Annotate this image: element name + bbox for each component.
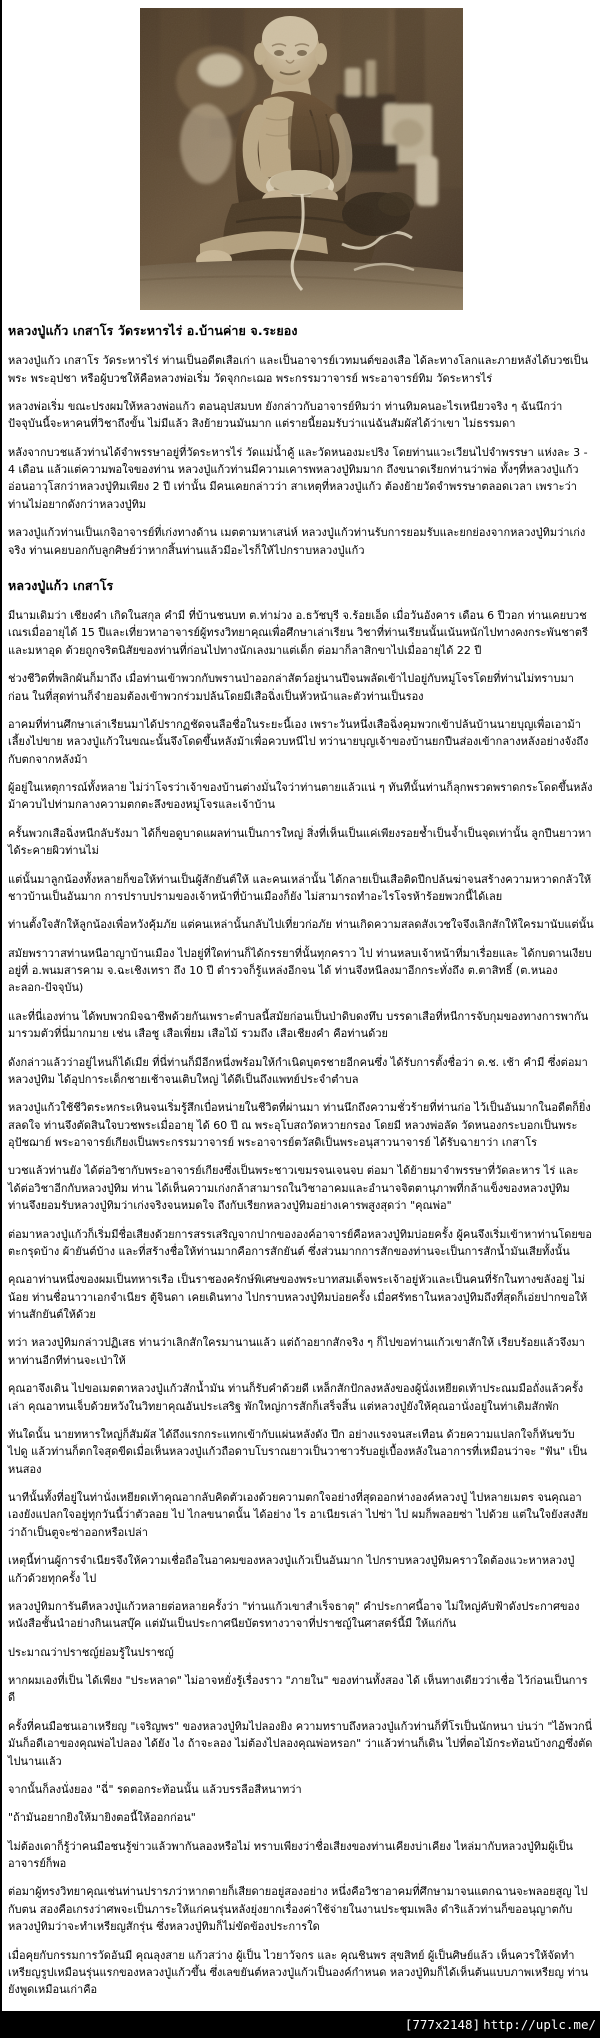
- body-paragraph-10: ดังกล่าวแล้วว่าอยู่ไหนก็ได้เมีย ที่นี่ท่านก็มีอีกหนึ่งพร้อมให้กำเนิดบุตรชายอีกคนซึ่ง ได้รับการตั้งชื่อว่า ด.ช. เช้า คำมี ซึ่งต่อมาหลวงปู่ทิม ได้อุปการะเด็กชายเช้าจนเติบใหญ่ ได้ดีเป็นถึงแพทย์ประจำตำบล: [8, 1055, 588, 1086]
- body-paragraph-20: หลวงปู่ทิมการันตีหลวงปู่แก้วหลายต่อหลายครั้งว่า "ท่านแก้วเขาสำเร็จธาตุ" คำประกาศนี้อาจ ไม่ใหญ่คับฟ้าดังประกาศของหนังสือชั้นนำอย่างกินเนสบุ๊ค แต่มันเป็นประกาศนียบัตรทางวาจาที่ปราชญ์ในศาสตร์นี้มี ให้แก่กัน: [8, 1599, 580, 1631]
- body-paragraph-27: ต่อมาผู้ทรงวิทยาคุณเช่นท่านปรารภว่าหากตายก็เสียดายอยู่สองอย่าง หนึ่งคือวิชาอาคมที่ศึกษามาจนแตกฉานจะพลอยสูญ ไปกับตน สองคือเกรงว่าศพจะเป็นภาระให้แก่คนรุ่นหลังยุ่งยากเรื่องค่าใช้จ่ายในงานประชุมเพลิง ดำริแล้วท่านก็ขออนุญาตกับหลวงปู่ทิมว่าจะทำเหรียญสักรุ่น ซึ่งหลวงปู่ทิมก็ไม่ขัดข้องประการใด: [8, 1885, 588, 1934]
- section-heading: หลวงปู่แก้ว เกสาโร: [8, 577, 114, 593]
- intro-paragraph-4: หลวงปู่แก้วท่านเป็นเกจิอาจารย์ที่เก่งทางด้าน เมตตามหาเสน่ห์ หลวงปู่แก้วท่านรับการยอมรับและยกย่องจากหลวงปู่ทิมว่าเก่งจริง ท่านเคยบอกกับลูกศิษย์ว่าหากสิ้นท่านแล้วมีอะไรก็ให้ไปกราบหลวงปู่แก้ว: [8, 526, 586, 557]
- body-paragraph-15: ทว่า หลวงปู่ทิมกล่าวปฏิเสธ ท่านว่าเลิกสักใครมานานแล้ว แต่ถ้าอยากสักจริง ๆ ก็ไปขอท่านแก้วเขาสักให้ เรียบร้อยแล้วจึงมาหาท่านอีกทีท่านจะเป่าให้: [8, 1336, 585, 1367]
- body-paragraph-4: ผู้อยู่ในเหตุการณ์ทั้งหลาย ไม่ว่าโจรว่าเจ้าของบ้านต่างมั่นใจว่าท่านตายแล้วแน่ ๆ ทันทีนั้นท่านก็ลุกพรวดพราดกระโดดขึ้นหลังม้าควบไปท่ามกลางความตกตะลึงของหมู่โจรและเจ้าบ้าน: [8, 781, 593, 812]
- body-paragraph-23: ครั้งที่คนมือชนเอาเหรียญ "เจริญพร" ของหลวงปู่ทิมไปลองยิง ความทราบถึงหลวงปู่แก้วท่านก็ที่โรเป็นนักหนา บ่นว่า "ไอ้พวกนี่มันก็อดีเอาของคุณพ่อไปลอง ได้ยัง ไง ถ้าจะลอง ไม่ต้องไปลองคุณพ่อหรอก" ว่าแล้วท่านก็เดิน ไปที่ตอไม้กระท้อนบ้างกฏซึ่งตัด ไปนานแล้ว: [8, 1719, 593, 1768]
- body-paragraph-17: ทันใดนั้น นายทหารใหญ่ก็สัมผัส ได้ถึงแรกกระแทกเข้ากับแผ่นหลังดัง ปึก อย่างแรงจนสะเทือน ด้วยความแปลกใจก็หันขวับ ไปดู แล้วท่านก็ตกใจสุดขีดเมื่อเห็นหลวงปู่แก้วถือดาบโบราณยาวเป็นวาชาวรับอยู่เบื้องหลังในอาการที่เหมือนว่าจะ "ฟัน" เป็นหนสอง: [8, 1427, 587, 1476]
- body-paragraph-8: สมัยพราวาสท่านหนีอาญาบ้านเมือง ไปอยู่ที่ใดท่านก็ได้กรรยาที่นั้นทุกคราว ไป ท่านหลบเจ้าหน้าที่มาเรื่อยและ ได้กบดานเงียบอยู่ที่ อ.พนมสารคาม จ.ฉะเชิงเทรา ถึง 10 ปี ตำรวจก็รู้แหล่งอีกจน ได้ ท่านจึงหนีลงมาอีกกระทั่งถึง ต.ตาสิทธิ์ (ต.หนองละลอก-ปัจจุบัน): [8, 946, 592, 995]
- body-paragraph-25: "ถ้ามันอยากยิงให้มายิงตอนี้ให้ออกก่อน": [8, 1811, 196, 1825]
- body-paragraph-6: แต่นั้นมาลูกน้องทั้งหลายก็ขอให้ท่านเป็นผู้สักยันต์ให้ และคนเหล่านั้น ได้กลายเป็นเสือติดปีกปล้นฆ่าจนสร้างความหวาดกลัวให้ชาวบ้านเป็นอันมาก การปราบปรามของเจ้าหน้าที่บ้านเมืองก็ยัง ไม่สามารถทำอะไรโจรห้าร้อยพวกนี้ได้เลย: [8, 872, 592, 903]
- article-content: [2, 322, 600, 2027]
- body-paragraph-11: หลวงปู่แก้วใช้ชีวิตระหกระเหินจนเริ่มรู้สึกเบื่อหน่ายในชีวิตที่ผ่านมา ท่านนึกถึงความชั่วร้ายที่ท่านก่อ ไว้เป็นอันมากในอดีตก็ยิ่งสลดใจ ท่านจึงตัดสินใจบวชพระเมื่ออายุ ได้ 60 ปี ณ พระอุโบสถวัดหวายกรอง โดยมี หลวงพ่อลัด วัดหนองกระบอกเป็นพระอุปัชฌาย์ พระอาจารย์เกียงเป็นพระกรรมวาจารย์ พระอาจารย์ตวัสดิเป็นพระอนุสาวนาจารย์ ได้รับฉายาว่า เกสาโร: [8, 1101, 591, 1149]
- body-paragraph-18: นาทีนั้นทั้งที่อยู่ในท่านั่งเหยียดเท้าคุณอากลับคิดตัวเองด้วยความตกใจอย่างที่สุดออกห่างองค์หลวงปู่ ไปหลายเมตร จนคุณอาเองยังแปลกใจอยู่ทุกวันนี้ว่าตัวลอย ไป ไกลขนาดนั้น ได้อย่าง ไร อาเนียรเล่า ไปซ่า ไป ผมก็พลอยซ่า ไปด้วย แต่ในใจยังสงสัยว่าถ้าเป็นตูจะซ่าออกหรือเปล่า: [8, 1491, 589, 1539]
- body-paragraph-2: ช่วงชีวิตที่พลิกผันก็มาถึง เมื่อท่านเข้าพวกกับพรานป่าออกล่าสัตว์อยู่นานปีจนพลัดเข้าไปอยู่กับหมู่โจรโดยที่ท่านไม่ทราบมาก่อน ในที่สุดท่านก็จำยอมต้องเข้าพวกร่วมปล้นโดยมีเสือฉิ่งเป็นหัวหน้าและตัวท่านเป็นรอง: [8, 672, 574, 703]
- monk-portrait-photograph: [140, 8, 463, 310]
- intro-paragraph-3: หลังจากบวชแล้วท่านได้จำพรรษาอยู่ที่วัดระหารไร่ วัดแม่น้ำคู้ และวัดหนองมะปริง โดยท่านแวะเวียนไปจำพรรษา แห่งละ 3 - 4 เดือน แล้วแต่ความพอใจของท่าน หลวงปู่แก้วท่านมีความเคารพหลวงปู่ทิมมาก ถึงขนาดเรียกท่านว่าพ่อ ทั้งๆที่หลวงปู่แก้ว อ่อนอาวุโสกว่าหลวงปู่ทิมเพียง 2 ปี เท่านั้น มีคนเคยกล่าวว่า สาเหตุที่หลวงปู่แก้ว ต้องย้ายวัดจำพรรษาตลอดเวลา เพราะว่า ท่านไม่อยากดังกว่าหลวงปู่ทิม: [8, 445, 588, 511]
- body-paragraph-28: เมื่อคุยกับกรรมการวัดอันมี คุณลุงสาย แก้วสว่าง ผู้เป็น ไวยาวัจกร และ คุณชินพร สุขสิทย์ ผู้เป็นศิษย์แล้ว เห็นควรให้จัดทำเหรียญรูปเหมือนรุ่นแรกของหลวงปู่แก้วขึ้น ซึ่งเลขยันต์หลวงปู่แก้วเป็นองค์กำหนด หลวงปู่ทิมก็ได้เห็นต้นแบบภาพเหรียญ ท่านยังพูดเหมือนเก่าคือ: [8, 1948, 589, 1997]
- source-url-label[interactable]: http://uplc.me/: [483, 2017, 596, 2032]
- body-paragraph-16: คุณอาจึงเดิน ไปขอเมตตาหลวงปู่แก้วสักน้ำมัน ท่านก็รับคำด้วยดี เหล็กสักปักลงหลังของผู้นั่งเหยียดเท้าประณมมือถั่งแล้วครั้งเล่า คุณอาทนเจ็บด้วยหวังในวิทยาคุณอันประเสริฐ พักใหญ่การสักก็เสร็จสิ้น แต่หลวงปู่ยังให้คุณอานั่งอยู่ในท่าเดิมสักพัก: [8, 1382, 584, 1413]
- body-paragraph-26: ไม่ต้องเดาก็รู้ว่าคนมือชนรู้ข่าวแล้วพากันลองหรือไม่ ทราบเพียงว่าชื่อเสียงของท่านเคียงบ่าเคียง ไหล่มากับหลวงปู่ทิมผู้เป็นอาจารย์ก็พอ: [8, 1839, 573, 1870]
- body-paragraph-19: เหตุนี้ท่านผู้การจำเนียรจึงให้ความเชื่อถือในอาคมของหลวงปู่แก้วเป็นอันมาก ไปกราบหลวงปู่ทิมคราวใดต้องแวะหาหลวงปู่แก้วด้วยทุกครั้ง ไป: [8, 1554, 575, 1585]
- body-paragraph-7: ท่านตั้งใจสักให้ลูกน้องเพื่อหวังคุ้มภัย แต่คนเหล่านั้นกลับไปเที่ยวก่อภัย ท่านเกิดความสลดสังเวชใจจึงเลิกสักให้ใครมานับแต่นั้น: [8, 918, 594, 932]
- body-paragraph-1: มีนามเดิมว่า เชียงคำ เกิดในสกุล คำมี ที่บ้านชนบท ต.ท่าม่วง อ.ธวัชบุรี จ.ร้อยเอ็ด เมื่อวันอังคาร เดือน 6 ปีวอก ท่านเคยบวชเณรเมื่ออายุได้ 15 ปีและเที่ยวหาอาจารย์ผู้ทรงวิทยาคุณเพื่อศึกษาเล่าเรียน วิชาที่ท่านเรียนนั้นเน้นหนักไปทางคงกระพันชาตรีและมหาอุด ด้วยถูกจริตนิสัยของท่านที่ก่อนไปทางนักเลงมาแต่เด็ก ต่อมาก็ลาสิกขาไปเมื่ออายุได้ 22 ปี: [8, 609, 588, 657]
- footer-watermark-bar: [2, 2011, 600, 2038]
- body-paragraph-9: และที่นี่เองท่าน ได้พบพวกมิจฉาชีพด้วยกันเพราะตำบลนี้สมัยก่อนเป็นป่าดิบดงทึบ บรรดาเสือที่หนีการจับกุมของทางการพากันมารวมตัวที่นี่มากมาย เช่น เสือชู เสือเพี่ยม เสือไม้ รวมถึง เสือเชียงคำ คือท่านด้วย: [8, 1009, 589, 1041]
- body-paragraph-3: อาคมที่ท่านศึกษาเล่าเรียนมาได้ปรากฏชัดจนลือชื่อในระยะนี้เอง เพราะวันหนึ่งเสือฉิ่งคุมพวกเข้าปล้นบ้านนายบุญเพื่อเอาม้าเลี้ยงไปขาย หลวงปู่แก้วในขณะนั้นจึงโดดขึ้นหลังม้าเพื่อควบหนีไป ทว่านายบุญเจ้าของบ้านยกปืนส่องเข้ากลางหลังอย่างจังถึงกับตกจากหลังม้า: [8, 717, 589, 766]
- body-paragraph-5: ครั้นพวกเสือฉิ่งหนีกลับรังมา ได้ก็ขอดูบาดแผลท่านเป็นการใหญ่ สิ่งที่เห็นเป็นแค่เพียงรอยช้ำเป็นจ้ำเป็นจุดเท่านั้น ลูกปืนยาวหาได้ระคายผิวท่านไม่: [8, 826, 592, 858]
- photo-container: [2, 0, 600, 320]
- body-paragraph-14: คุณอาท่านหนึ่งของผมเป็นทหารเรือ เป็นราชองครักษ์พิเศษของพระบาทสมเด็จพระเจ้าอยู่หัวและเป็นคนที่รักในทางขลังอยู่ ไม่น้อย ท่านชื่อนาวาเอกจำเนียร ตู้จินดา เคยเดินทาง ไปกราบหลวงปู่ทิมบ่อยครั้ง เมื่อศรัทธาในหลวงปู่ทิมถึงที่สุดก็เอ่ยปากขอให้ท่านสักยันต์ให้ด้วย: [8, 1273, 588, 1321]
- image-dimensions-label: [777x2148]: [404, 2017, 481, 2032]
- body-paragraph-13: ต่อมาหลวงปู่แก้วก็เริ่มมีชื่อเสียงด้วยการสรรเสริญจากปากขององค์อาจารย์คือหลวงปู่ทิมบ่อยครั้ง ผู้คนจึงเริ่มเข้าหาท่านโดยขอตะกรุดบ้าง ผ้ายันต์บ้าง และที่สร้างชื่อให้ท่านมากคือการสักยันต์ ซึ่งส่วนมากการสักของท่านจะเป็นการสักน้ำมันเสียทั้งนั้น: [8, 1227, 592, 1258]
- body-paragraph-22: หากผมเองที่เป็น ได้เพียง "ประหลาด" ไม่อาจหยั่งรู้เรื่องราว "ภายใน" ของท่านทั้งสอง ได้ เห็นทางเดียวว่าเชื่อ ไว้ก่อนเป็นการดี: [8, 1674, 588, 1705]
- intro-paragraph-2: หลวงพ่อเริ่ม ขณะปรงผมให้หลวงพ่อแก้ว ตอนอุปสมบท ยังกล่าวกับอาจารย์ทิมว่า ท่านทิมคนอะไรเหนียวจริง ๆ ฉันนึกว่าปัจจุบันนี้จะหาคนที่วิชาถึงขั้น ไม่มีแล้ว สิงย้ายวนมันมาก แต่รายนี้ยอมรับว่าแน่ฉันสัมผัสได้ว่าเขา ไม่ธรรมดา: [8, 399, 563, 431]
- intro-paragraph-1: หลวงปู่แก้ว เกสาโร วัดระหารไร่ ท่านเป็นอดีตเสือเก่า และเป็นอาจารย์เวทมนต์ของเสือ ได้ละทางโลกและภายหลังได้บวชเป็นพระ พระอุปชา หรือผู้บวชให้คือหลวงพ่อเริ่ม วัดจุกกะเฌอ พระกรรมวาจารย์ พระอาจารย์ทิม วัดระหารไร่: [8, 354, 589, 385]
- body-paragraph-21: ประมาณว่าปราชญ์ย่อมรู้ในปราชญ์: [8, 1645, 174, 1659]
- page-title: หลวงปู่แก้ว เกสาโร วัดระหารไร่ อ.บ้านค่าย จ.ระยอง: [8, 323, 298, 338]
- body-paragraph-12: บวชแล้วท่านยัง ได้ต่อวิชากับพระอาจารย์เกียงซึ่งเป็นพระชาวเขมรจนเจนจบ ต่อมา ได้ย้ายมาจำพรรษาที่วัดละหาร ไร่ และ ได้ต่อวิชาอีกกับหลวงปู่ทิม ท่าน ได้เห็นความเก่งกล้าสามารถในวิชาอาคมและอำนาจจิตตานุภาพที่กล้าแข็งของหลวงปู่ทิม ท่านจึงยอมรับหลวงปู่ทิมว่าเก่งจริงจนหมดใจ ถึงกับเรียกหลวงปู่ทิมอย่างเคารพสูงสุดว่า "คุณพ่อ": [8, 1164, 579, 1213]
- body-paragraph-24: จากนั้นก็ลงนั่งยอง "ฉี่" รดตอกระท้อนนั้น แล้วบรรลือสีหนาทว่า: [8, 1782, 302, 1796]
